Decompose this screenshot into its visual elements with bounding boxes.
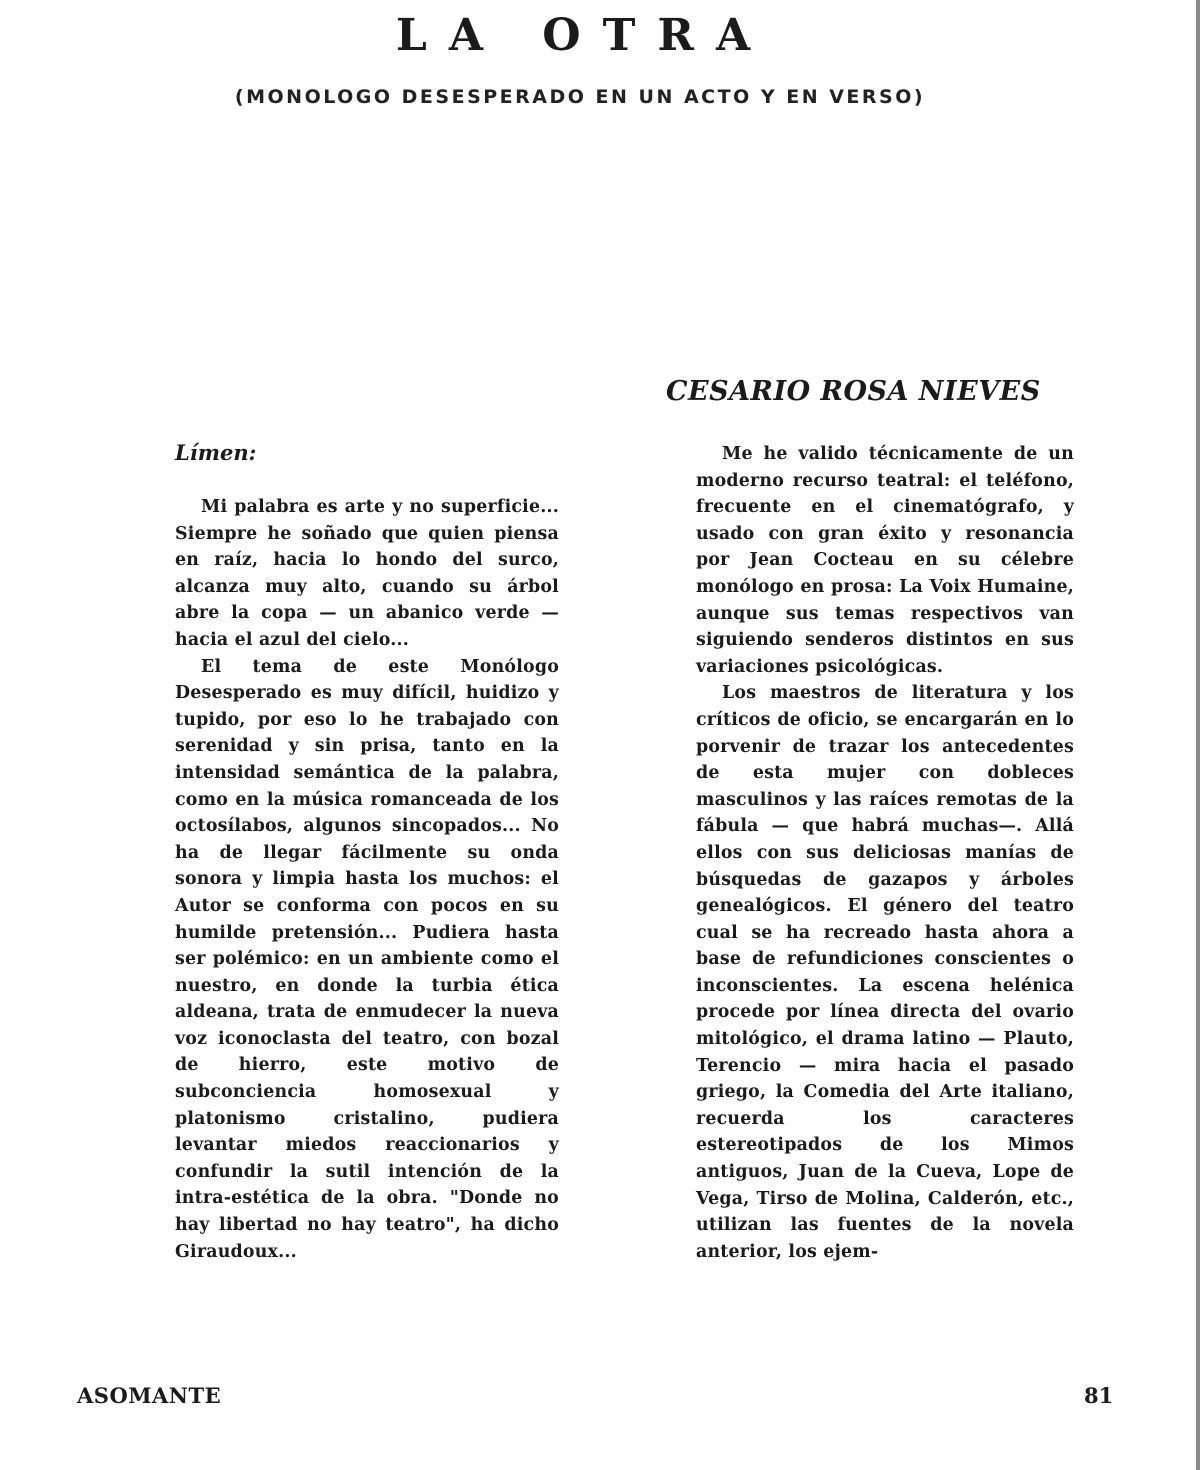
article-title: LA OTRA xyxy=(395,10,773,61)
right-paragraph-1: Me he valido técnicamente de un moderno recurso teatral: el teléfono, frecuente en el cinematógrafo, y usado con gran éxito y resonancia por Jean Cocteau en su célebre monólogo en prosa: La Voix Humaine, aunque sus temas respectivos van siguiendo senderos distintos en sus variaciones psicológicas. xyxy=(696,444,1074,677)
left-column xyxy=(175,494,559,1265)
section-heading: Límen: xyxy=(175,440,257,465)
page-edge xyxy=(1196,0,1200,1470)
article-subtitle: (MONOLOGO DESESPERADO EN UN ACTO Y EN VERSO) xyxy=(234,86,926,108)
journal-name: ASOMANTE xyxy=(77,1383,222,1408)
page-number: 81 xyxy=(1084,1383,1114,1408)
right-column xyxy=(696,441,1074,1265)
left-paragraph-2: El tema de este Monólogo Desesperado es muy difícil, huidizo y tupido, por eso lo he trabajado con serenidad y sin prisa, tanto en la intensidad semántica de la palabra, como en la música romanceada de los octosílabos, algunos sincopados... No ha de llegar fácilmente su onda sonora y limpia hasta los muchos: el Autor se conforma con pocos en su humilde pretensión... Pudiera hasta ser polémico: en un ambiente como el nuestro, en donde la turbia ética aldeana, trata de enmudecer la nueva voz iconoclasta del teatro, con bozal de hierro, este motivo de subconciencia homosexual y platonismo cristalino, pudiera levantar miedos reaccionarios y confundir la sutil intención de la intra-estética de la obra. "Donde no hay libertad no hay teatro", ha dicho Giraudoux... xyxy=(175,656,559,1262)
right-paragraph-2: Los maestros de literatura y los críticos de oficio, se encargarán en lo porvenir de trazar los antecedentes de esta mujer con dobleces masculinos y las raíces remotas de la fábula — que habrá muchas—. Allá ellos con sus deliciosas manías de búsquedas de gazapos y árboles genealógicos. El género del teatro cual se ha recreado hasta ahora a base de refundiciones conscientes o inconscientes. La escena helénica procede por línea directa del ovario mitológico, el drama latino — Plauto, Terencio — mira hacia el pasado griego, la Comedia del Arte italiano, recuerda los caracteres estereotipados de los Mimos antiguos, Juan de la Cueva, Lope de Vega, Tirso de Molina, Calderón, etc., utilizan las fuentes de la novela anterior, los ejem- xyxy=(696,683,1074,1262)
left-paragraph-1: Mi palabra es arte y no superficie... Siempre he soñado que quien piensa en raíz, hacia lo hondo del surco, alcanza muy alto, cuando su árbol abre la copa — un abanico verde — hacia el azul del cielo... xyxy=(175,497,559,650)
author-name: CESARIO ROSA NIEVES xyxy=(666,376,1041,407)
